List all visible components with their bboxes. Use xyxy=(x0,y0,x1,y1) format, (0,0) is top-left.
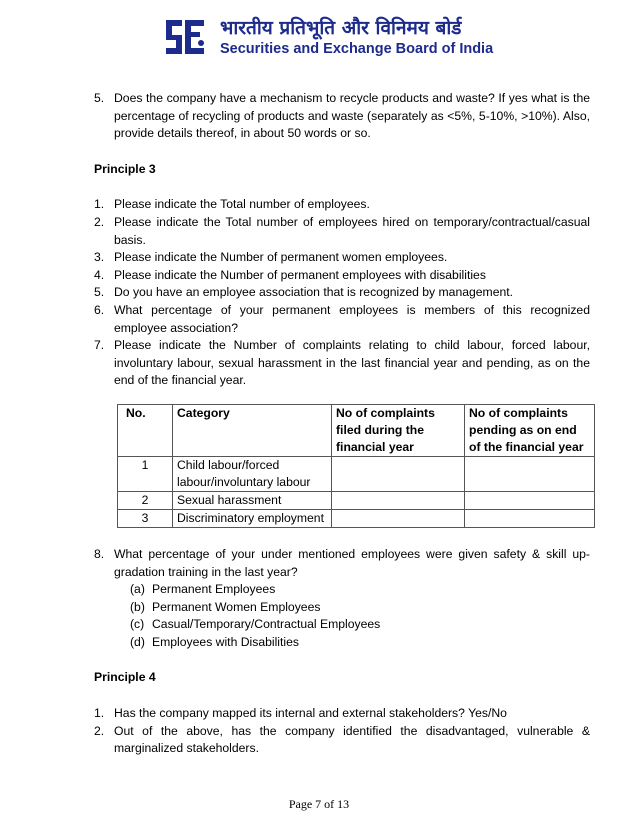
table-row: 3 Discriminatory employment xyxy=(118,509,595,527)
principle-4-heading: Principle 4 xyxy=(94,670,156,685)
table-header-row xyxy=(118,404,595,456)
p3-item-6: 6. What percentage of your permanent employees is members of this recognized employee association? xyxy=(94,302,590,335)
hindi-title: भारतीय प्रतिभूति और विनिमय बोर्ड xyxy=(220,17,462,39)
principle-3-heading: Principle 3 xyxy=(94,161,156,176)
header-filed: No of complaints filed during the financial year xyxy=(332,404,465,456)
p3-item-1: 1. Please indicate the Total number of employees. xyxy=(94,197,370,212)
p3-item-8: 8. What percentage of your under mentioned employees were given safety & skill up-gradation training in the last year? xyxy=(94,546,590,579)
sebi-logo xyxy=(162,16,208,60)
p4-item-2: 2. Out of the above, has the company identified the disadvantaged, vulnerable & marginalized stakeholders. xyxy=(94,723,590,756)
page-number: Page 7 of 13 xyxy=(288,797,350,811)
sub-item-b: (b) Permanent Women Employees xyxy=(130,599,321,614)
header-category: Category xyxy=(173,404,332,456)
question-5: 5. Does the company have a mechanism to recycle products and waste? If yes what is the percentage of recycling of products and waste (separately as <5%, 5-10%, >10%). Also, provide details thereof, in about 50 words or so. xyxy=(94,91,590,141)
sub-item-d: (d) Employees with Disabilities xyxy=(130,634,299,649)
complaints-table xyxy=(117,404,595,528)
english-title: Securities and Exchange Board of India xyxy=(220,41,494,57)
p3-item-5: 5. Do you have an employee association that is recognized by management. xyxy=(94,285,514,300)
p4-item-1: 1. Has the company mapped its internal and external stakeholders? Yes/No xyxy=(94,706,507,721)
document-body xyxy=(94,90,590,758)
question-5-text: Does the company have a mechanism to recycle products and waste? If yes what is the percentage of recycling of products and waste (separately as <5%, 5-10%, >10%). Also, provide details thereof, in about 50 words or so. xyxy=(114,91,590,141)
p3-item-3: 3. Please indicate the Number of permanent women employees. xyxy=(94,250,448,265)
sub-item-c: (c) Casual/Temporary/Contractual Employees xyxy=(130,617,381,632)
sub-item-a: (a) Permanent Employees xyxy=(130,582,276,597)
p3-item-7: 7. Please indicate the Number of complaints relating to child labour, forced labour, involuntary labour, sexual harassment in the last financial year and pending, as on the end of the financial year. xyxy=(94,338,590,388)
header-pending: No of complaints pending as on end of the financial year xyxy=(465,404,595,456)
p3-item-4: 4. Please indicate the Number of permanent employees with disabilities xyxy=(94,267,486,282)
table-row: 1 Child labour/forced labour/involuntary labour xyxy=(118,456,595,491)
p3-item-2: 2. Please indicate the Total number of employees hired on temporary/contractual/casual basis. xyxy=(94,214,590,247)
table-row: 2 Sexual harassment xyxy=(118,491,595,509)
header-no: No. xyxy=(118,404,173,456)
